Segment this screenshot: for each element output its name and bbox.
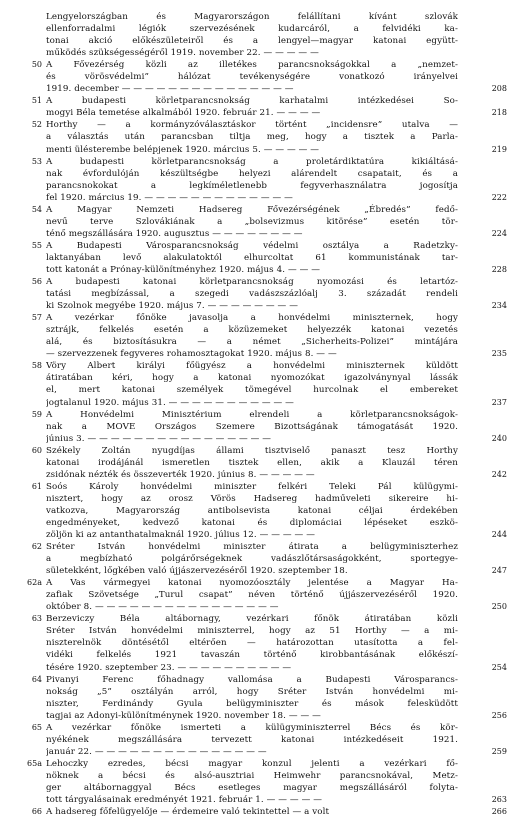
entry-number: 62	[31, 542, 42, 552]
entry-line: átiratában kéri, hogy a katonai nyomozókat igazolványnyal lássák	[46, 373, 458, 384]
entry-page-container	[458, 276, 512, 312]
entry-line: laktanyában levő alakulatoktól elhurcoltat 61 kommunistának tar-	[46, 252, 458, 263]
entry-page-container	[458, 11, 512, 59]
entry-number: 58	[31, 361, 42, 371]
entry-line: zsidónak nézték és összeverték 1920. június 8. — — — — —	[46, 469, 315, 480]
entry-line: Berzeviczy Béla altábornagy, vezérkari főnök átiratában közli	[46, 614, 458, 625]
entry-text	[46, 312, 458, 360]
entry-page-container	[458, 806, 512, 818]
toc-entry	[0, 240, 512, 276]
entry-line: zafiak Szövetsége „Turul csapat” néven történő újjászervezéséről 1920.	[46, 590, 458, 601]
entry-number: 51	[31, 96, 42, 106]
entry-page-number: 218	[491, 108, 507, 118]
entry-page-number: 266	[491, 807, 507, 817]
entry-number: 56	[31, 277, 42, 287]
entry-text	[46, 577, 458, 613]
entry-line: ténő megszállására 1920. augusztus — — — — — — — —	[46, 228, 303, 239]
entry-line: a megbízható polgárőrségeknek vadászlőtársaságokként, sportegye-	[46, 554, 458, 565]
entry-line: mogyi Béla temetése alkalmából 1920. február 21. — — — —	[46, 108, 321, 119]
toc-entry	[0, 481, 512, 541]
entry-text	[46, 276, 458, 312]
entry-line: tott katonát a Prónay-különítményhez 1920. május 4. — — —	[46, 264, 321, 275]
entry-line: jogtalanul 1920. május 31. — — — — — — — — — — —	[46, 397, 294, 408]
entry-line: sületekként, lőgkében való újjászervezéséről 1920. szeptember 18.	[46, 566, 348, 577]
entry-line: január 22. — — — — — — — — — — — — — — —	[46, 746, 267, 757]
toc-entry	[0, 409, 512, 445]
entry-text	[46, 360, 458, 408]
entry-number: 66	[31, 807, 42, 817]
entry-line: alá, és biztosításukra — a német „Sicherheits-Polizei” mintájára	[46, 337, 458, 348]
entry-line: — szervezzenek fegyveres rohamosztagokat 1920. május 8. — —	[46, 349, 337, 360]
entry-line: A Fővezérség közli az illetékes parancsnokságokkal a „nemzet-	[46, 60, 458, 71]
entry-line: vatkozva, Magyarország antibolsevista katonai céljai érdekében	[46, 505, 458, 516]
entry-line: A Vas vármegyei katonai nyomozóosztály jelentése a Magyar Ha-	[46, 578, 458, 589]
entry-line: tonai akció előkészületeiről és a lengyel—magyar katonai együtt-	[46, 36, 458, 47]
entry-number: 60	[31, 445, 42, 455]
entry-number: 61	[31, 481, 42, 491]
entry-line: menti ülésterembe belépjenek 1920. március 5. — — — — —	[46, 144, 320, 155]
entry-line: niszterelnök döntésétől eltérően — határozottan utasította a fel-	[46, 638, 458, 649]
entry-page-number: 235	[491, 349, 507, 359]
entry-page-container	[458, 409, 512, 445]
entry-line: A hadsereg főfelügyelője — érdemeire való tekintettel — a volt	[46, 807, 330, 818]
entry-page-number: 234	[491, 301, 507, 311]
entry-page-number: 242	[491, 469, 507, 479]
entry-line: Sréter István honvédelmi miniszter átirata a belügyminiszterhez	[46, 542, 458, 553]
entry-page-container	[458, 577, 512, 613]
entry-page-container	[458, 119, 512, 155]
entry-line: A budapesti katonai körletparancsnokság nyomozási és letartóz-	[46, 277, 458, 288]
entry-page-number: 244	[491, 530, 507, 540]
entry-page-container	[458, 674, 512, 722]
entry-line: nak évfordulóján készültségbe helyezi alárendelt csapatait, és a	[46, 168, 458, 179]
entry-line: október 8. — — — — — — — — — — — — — — — —	[46, 602, 279, 613]
entry-line: nokság „5” osztályán arról, hogy Sréter István honvédelmi mi-	[46, 686, 458, 697]
entry-page-number: 224	[491, 228, 507, 238]
entry-line: A budapesti körletparancsnokság a proletárdiktatúra kikiáltásá-	[46, 156, 458, 167]
entry-number	[0, 11, 46, 59]
toc-entry	[0, 156, 512, 204]
entry-line: A vezérkar főnöke javasolja a honvédelmi miniszternek, hogy	[46, 313, 458, 324]
entry-number: 62a	[27, 578, 42, 588]
entry-text	[46, 674, 458, 722]
entry-line: nak a MOVE Országos Szemere Bizottságának támogatását 1920.	[46, 421, 458, 432]
entry-page-number: 247	[491, 566, 507, 576]
entry-text	[46, 758, 458, 806]
entry-line: Pivanyi Ferenc főhadnagy vallomása a Budapesti Városparancs-	[46, 674, 458, 685]
entry-text	[46, 59, 458, 95]
entry-page-container	[458, 541, 512, 577]
entry-text	[46, 722, 458, 758]
entry-page-container	[458, 445, 512, 481]
entry-text	[46, 613, 458, 673]
entry-page-container	[458, 722, 512, 758]
entry-page-container	[458, 59, 512, 95]
entry-line: nöknek a bécsi és alsó-ausztriai Heimwehr parancsnokával, Metz-	[46, 770, 458, 781]
entry-line: A Budapesti Városparancsnokság védelmi osztálya a Radetzky-	[46, 240, 458, 251]
entry-page-number: 263	[491, 795, 507, 805]
entry-page-number: 240	[491, 433, 507, 443]
entry-line: tott tárgyalásainak eredményét 1921. február 1. — — — — —	[46, 795, 323, 806]
entry-line: engedményeket, kedvező katonai és diplomáciai lépéseket eszkö-	[46, 517, 458, 528]
entry-number: 55	[31, 240, 42, 250]
entry-line: vidéki felkelés 1921 tavaszán történő kirobbantásának előkészí-	[46, 650, 458, 661]
toc-entry	[0, 95, 512, 119]
entry-text	[46, 409, 458, 445]
entry-text	[46, 806, 458, 818]
entry-line: katonai irodájánál ismeretlen tisztek ellen, akik a Klauzál téren	[46, 457, 458, 468]
entry-line: Soós Károly honvédelmi miniszter felkéri Teleki Pál külügymi-	[46, 481, 458, 492]
entry-line: nevű terve Szlovákiának a „bolsevizmus kitörése” esetén tör-	[46, 216, 458, 227]
toc-entry	[0, 119, 512, 155]
toc-entry	[0, 613, 512, 673]
entry-line: fel 1920. március 19. — — — — — — — — — — — — —	[46, 192, 293, 203]
entry-line: zöljön ki az antanthatalmaknál 1920. július 12. — — — — —	[46, 530, 315, 541]
entry-page-number: 259	[491, 746, 507, 756]
toc-entry	[0, 674, 512, 722]
entry-line: június 3. — — — — — — — — — — — — — — — —	[46, 433, 272, 444]
entry-line: működés szükségességéről 1919. november 22. — — — — —	[46, 48, 319, 59]
entry-line: és vörösvédelmi” hálózat tevékenységére vonatkozó irányelvei	[46, 72, 458, 83]
entry-text	[46, 541, 458, 577]
entry-page-number: 256	[491, 710, 507, 720]
entry-text	[46, 204, 458, 240]
entry-line: Lengyelországban és Magyarországon felállítani kívánt szlovák	[46, 12, 458, 22]
toc-entry	[0, 722, 512, 758]
entry-line: Horthy — a kormányzóválasztáskor történt „incidensre” utalva —	[46, 120, 458, 131]
entry-page-number: 237	[491, 397, 507, 407]
toc-entry	[0, 276, 512, 312]
entry-page-container	[458, 204, 512, 240]
entry-text	[46, 240, 458, 276]
entry-number: 59	[31, 409, 42, 419]
entry-line: A Magyar Nemzeti Hadsereg Fővezérségének „Ébredés” fedő-	[46, 204, 458, 215]
entry-page-container	[458, 312, 512, 360]
toc-entry	[0, 577, 512, 613]
toc-entry	[0, 541, 512, 577]
entry-number: 54	[31, 204, 42, 214]
entry-number: 63	[31, 614, 42, 624]
toc-entry	[0, 758, 512, 806]
entry-line: Sréter István honvédelmi miniszterrel, hogy az 51 Horthy — a mi-	[46, 626, 458, 637]
entry-line: A Honvédelmi Minisztérium elrendeli a körletparancsnokságok-	[46, 409, 458, 420]
entry-number: 53	[31, 156, 42, 166]
entry-text	[46, 11, 458, 59]
entry-page-container	[458, 240, 512, 276]
entry-page-container	[458, 613, 512, 673]
entry-text	[46, 156, 458, 204]
toc-entry	[0, 204, 512, 240]
entry-line: el, mert katonai személyek tömegével hurcolnak el embereket	[46, 385, 458, 396]
entry-line: A vezérkar főnöke ismerteti a külügyminiszterrel Bécs és kör-	[46, 722, 458, 733]
entry-text	[46, 119, 458, 155]
entry-number: 50	[31, 60, 42, 70]
entry-line: tésére 1920. szeptember 23. — — — — — — — — — —	[46, 662, 292, 673]
entry-page-container	[458, 360, 512, 408]
toc-entry	[0, 360, 512, 408]
entry-line: A budapesti körletparancsnokság karhatalmi intézkedései So-	[46, 96, 458, 107]
entry-number: 57	[31, 313, 42, 323]
toc-entry	[0, 806, 512, 818]
entry-line: niszter, Ferdinándy Gyula belügyminiszter és mások felesküdött	[46, 698, 458, 709]
entry-line: tatási megbízással, a szegedi vadászszázlóalj 3. századát rendeli	[46, 289, 458, 300]
entry-page-container	[458, 758, 512, 806]
entry-line: a választás után parancsban tiltja meg, hogy a tisztek a Parla-	[46, 132, 458, 143]
entry-text	[46, 95, 458, 119]
entry-page-number: 250	[491, 602, 507, 612]
entry-line: sztrájk, felkelés esetén a közüzemeket helyezzék katonai vezetés	[46, 325, 458, 336]
entry-number: 52	[31, 120, 42, 130]
entry-line: Vöry Albert királyi főügyész a honvédelmi miniszternek küldött	[46, 361, 458, 372]
entry-line: 1919. december — — — — — — — — — — — — — — —	[46, 84, 294, 95]
entry-line: ellenforradalmi légiók szervezésének kudarcáról, a felvidéki ka-	[46, 24, 458, 35]
entry-number: 65	[31, 722, 42, 732]
entry-line: tagjai az Adonyi-különítménynek 1920. november 18. — — —	[46, 710, 321, 721]
toc-entry	[0, 312, 512, 360]
entry-number: 65a	[27, 758, 42, 768]
entry-page-container	[458, 481, 512, 541]
entry-line: nyékének megszállására tervezett katonai intézkedéseit 1921.	[46, 734, 458, 745]
entry-page-number: 254	[491, 662, 507, 672]
entry-line: ger altábornaggyal Bécs esetleges magyar megszállásáról folyta-	[46, 783, 458, 793]
entry-text	[46, 445, 458, 481]
entry-text	[46, 481, 458, 541]
entry-line: Székely Zoltán nyugdíjas állami tisztviselő panaszt tesz Horthy	[46, 445, 458, 456]
entry-line: parancsnokokat a legkíméletlenebb fegyverhasználatra jogosítja	[46, 180, 458, 191]
entry-line: nisztert, hogy az orosz Vörös Hadsereg hadműveleti sikereire hi-	[46, 493, 458, 504]
entry-page-number: 228	[491, 264, 507, 274]
entry-line: Lehoczky ezredes, bécsi magyar konzul jelenti a vezérkari fő-	[46, 758, 458, 769]
entry-line: ki Szolnok megyébe 1920. május 7. — — — — — — — —	[46, 301, 298, 312]
entry-page-number: 208	[491, 84, 507, 94]
toc-entry	[0, 59, 512, 95]
entry-page-container	[458, 95, 512, 119]
entry-number: 64	[31, 674, 42, 684]
entry-page-number: 219	[491, 144, 507, 154]
entry-page-container	[458, 156, 512, 204]
table-of-contents	[0, 11, 512, 818]
entry-page-number: 222	[491, 192, 507, 202]
toc-entry	[0, 445, 512, 481]
toc-entry	[0, 11, 512, 59]
